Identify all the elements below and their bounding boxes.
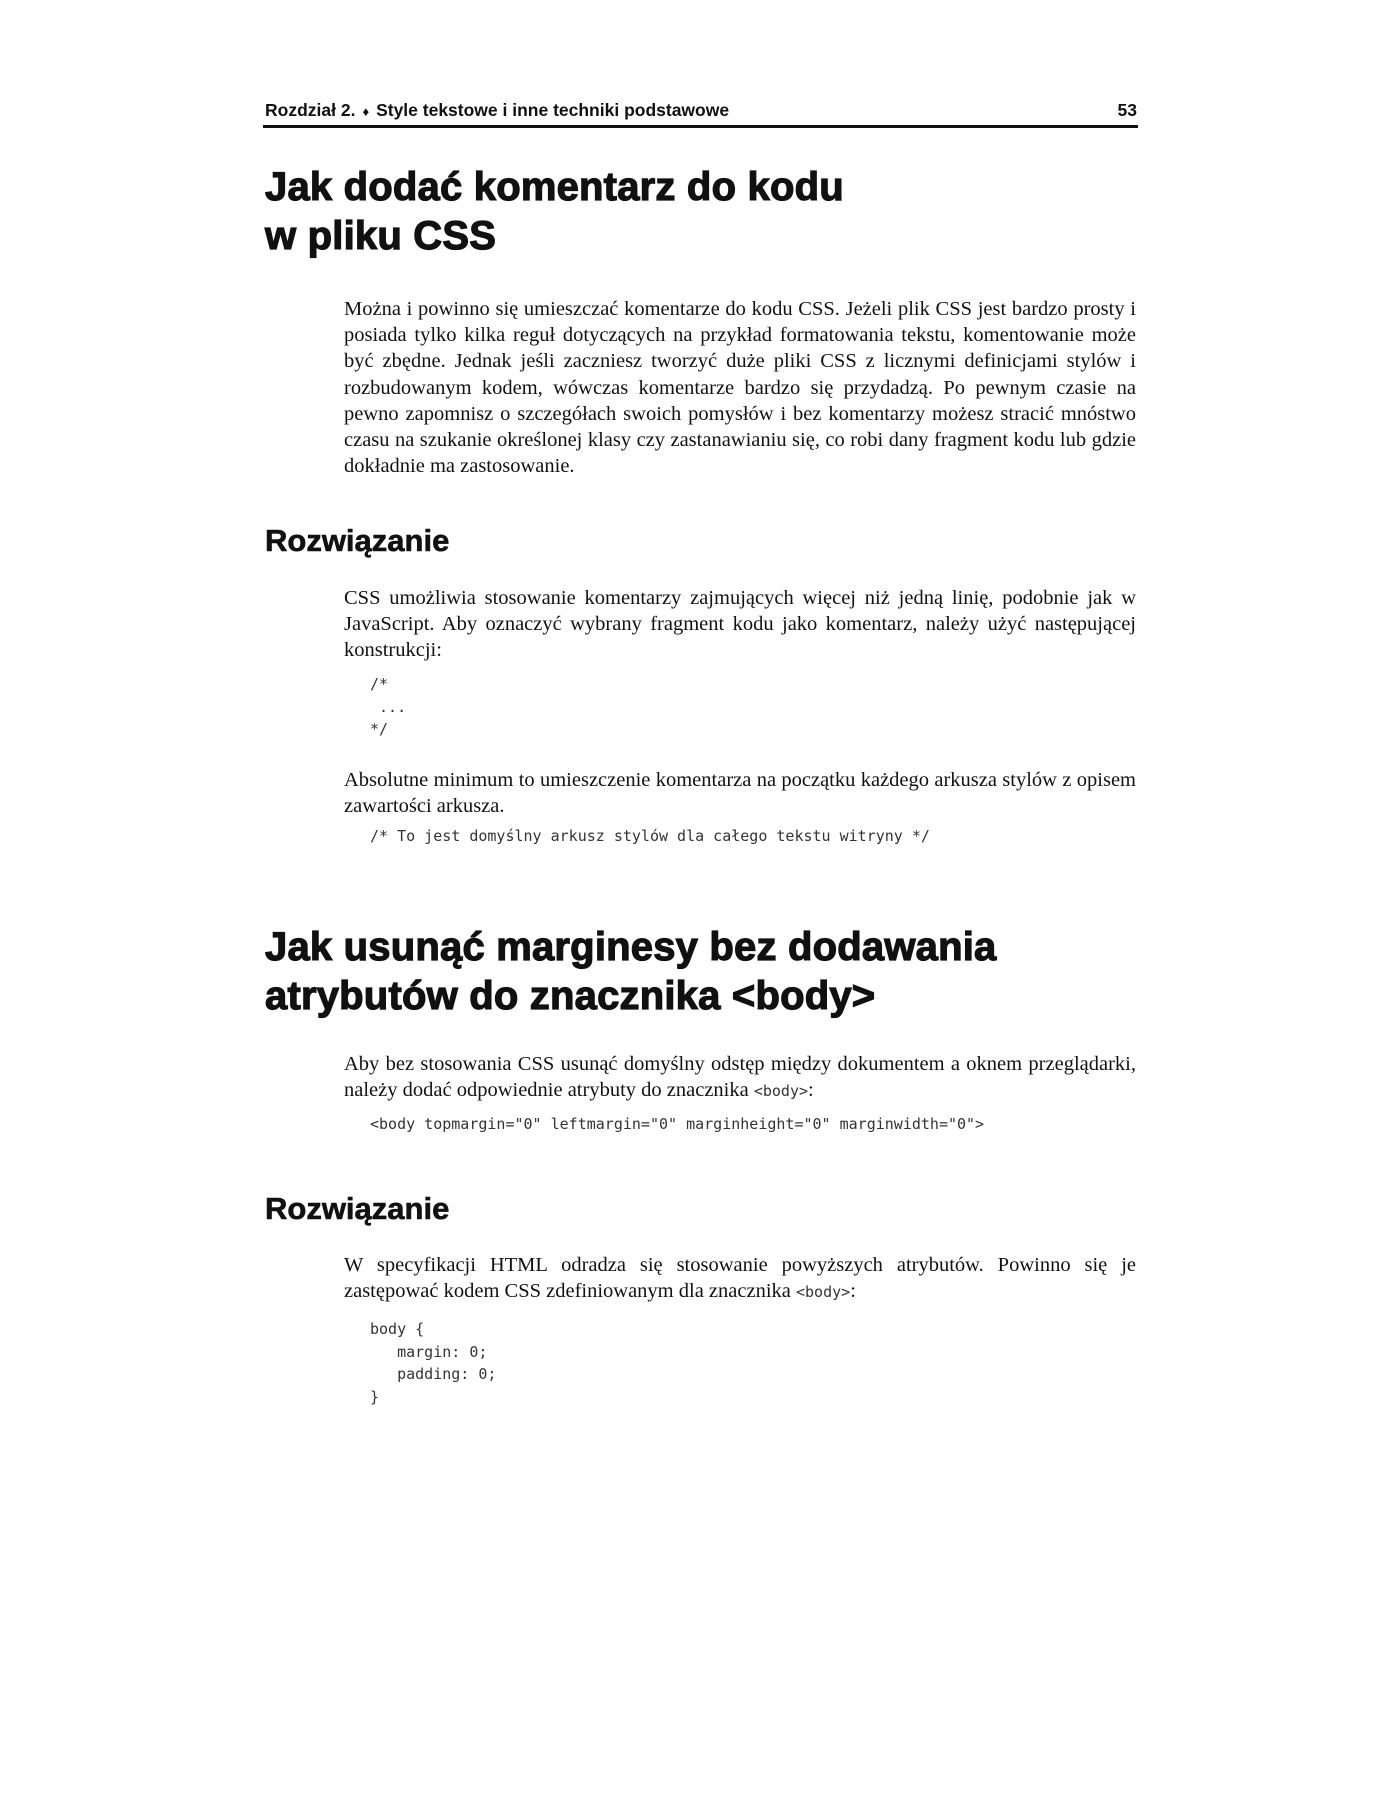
section1-solution-text: CSS umożliwia stosowanie komentarzy zajmujących więcej niż jedną linię, podobnie jak w JavaScript. Aby oznaczyć wybrany fragment kodu jako komentarz, należy użyć następującej konstrukcji: <box>344 587 1136 662</box>
section1-title <box>265 163 844 261</box>
section1-code-block-example: /* To jest domyślny arkusz stylów dla całego tekstu witryny */ <box>370 827 930 845</box>
section2-solution-end: : <box>850 1280 856 1303</box>
section1-title-line1: Jak dodać komentarz do kodu <box>265 165 844 209</box>
section2-intro-end: : <box>808 1079 814 1102</box>
section1-solution-heading: Rozwiązanie <box>265 523 450 558</box>
section2-intro-inline-code: <body> <box>753 1082 809 1101</box>
page-number: 53 <box>1117 100 1137 120</box>
section2-intro <box>344 1051 1136 1104</box>
section2-title-line1: Jak usunąć marginesy bez dodawania <box>265 925 997 969</box>
section2-solution-text <box>344 1252 1136 1305</box>
running-head-title <box>265 100 729 121</box>
section2-code-block-body-attributes: <body topmargin="0" leftmargin="0" marginheight="0" marginwidth="0"> <box>370 1115 985 1133</box>
running-head <box>265 100 1137 121</box>
section2-title-line2: atrybutów do znacznika <body> <box>265 974 876 1018</box>
section1-intro: Można i powinno się umieszczać komentarze do kodu CSS. Jeżeli plik CSS jest bardzo prosty i posiada tylko kilka reguł dotyczących na przykład formatowania tekstu, komentowanie może być zbędne. Jednak jeśli zaczniesz tworzyć duże pliki CSS z licznymi definicjami stylów i rozbudowanym kodem, wówczas komentarze bardzo się przydadzą. Po pewnym czasie na pewno zapomnisz o szczegółach swoich pomysłów i bez komentarzy możesz stracić mnóstwo czasu na szukanie określonej klasy czy zastanawianiu się, co robi dany fragment kodu lub gdzie dokładnie ma zastosowanie. <box>344 298 1136 478</box>
section2-code-block-css: body { margin: 0; padding: 0; } <box>370 1320 497 1406</box>
section2-solution-body: W specyfikacji HTML odradza się stosowanie powyższych atrybutów. Powinno się je zastępować kodem CSS zdefiniowanym dla znacznika <box>344 1254 1136 1303</box>
section1-code-block-comment: /* ... */ <box>370 675 407 738</box>
section2-title <box>265 923 997 1021</box>
section2-solution-inline-code: <body> <box>796 1283 851 1302</box>
section1-text2: Absolutne minimum to umieszczenie komentarza na początku każdego arkusza stylów z opisem zawartości arkusza. <box>344 769 1136 818</box>
section2-solution-heading: Rozwiązanie <box>265 1191 450 1226</box>
header-rule <box>263 125 1138 128</box>
section2-intro-text: Aby bez stosowania CSS usunąć domyślny odstęp między dokumentem a oknem przeglądarki, należy dodać odpowiednie atrybuty do znacznika <box>344 1053 1136 1102</box>
chapter-title: Style tekstowe i inne techniki podstawowe <box>376 100 730 120</box>
chapter-label: Rozdział 2. <box>265 100 356 120</box>
section1-title-line2: w pliku CSS <box>265 214 497 258</box>
diamond-separator-icon: ♦ <box>362 104 370 119</box>
